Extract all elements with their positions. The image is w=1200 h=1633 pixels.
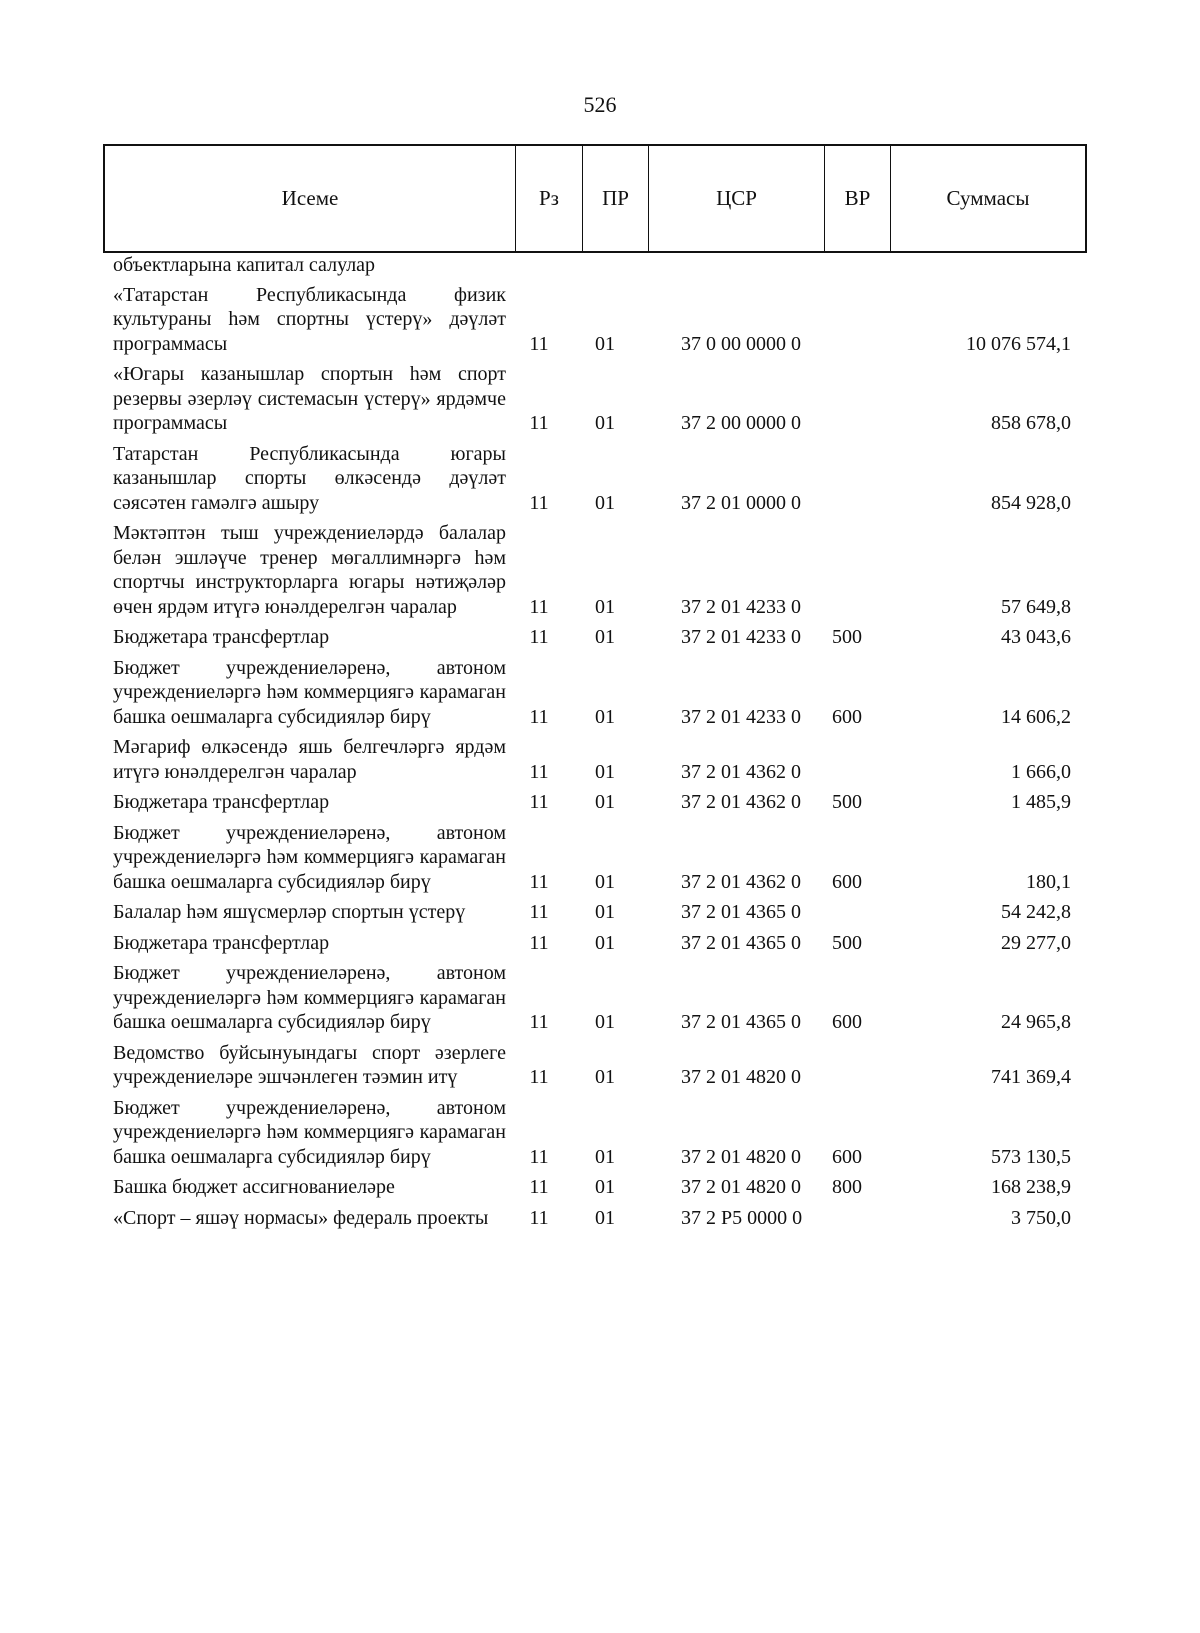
- table-header: [103, 144, 1087, 253]
- row-name: Ведомство буйсынуындагы спорт әзерлеге учреждениеләре эшчәнлеген тәэмин итү: [113, 1041, 506, 1088]
- table-row: [113, 1096, 1083, 1170]
- row-name: Бюджет учреждениеләренә, автоном учреждениеләргә һәм коммерциягә карамаган башка оешмаларга субсидияләр бирү: [113, 656, 506, 728]
- row-csr: 37 2 01 4362 0: [681, 870, 801, 893]
- column-header-name: Исеме: [105, 146, 516, 251]
- row-csr: 37 2 01 4365 0: [681, 931, 801, 954]
- row-rz: 11: [529, 332, 549, 355]
- table-row: [113, 931, 1083, 956]
- row-vr: 600: [832, 870, 862, 893]
- row-name: Бюджетара трансфертлар: [113, 626, 330, 648]
- row-rz: 11: [529, 626, 549, 648]
- row-sum: 24 965,8: [1001, 1011, 1071, 1033]
- column-header-pr: ПР: [583, 146, 649, 251]
- row-name: Бюджет учреждениеләренә, автоном учреждениеләргә һәм коммерциягә карамаган башка оешмаларга субсидияләр бирү: [113, 962, 506, 1033]
- row-name: «Спорт – яшәү нормасы» федераль проекты: [113, 1206, 489, 1229]
- row-name: Мәктәптән тыш учреждениеләрдә балалар белән эшләүче тренер мөгаллимнәргә һәм спортчы инструкторларга югары нәтиҗәләр өчен ярдәм итүгә юнәлдерелгән чаралар: [113, 522, 506, 618]
- row-name: Татарстан Республикасында югары казанышлар спорты өлкәсендә дәүләт сәясәтен гамәлгә ашыру: [113, 442, 506, 514]
- table-row: [113, 521, 1083, 619]
- column-header-csr: ЦСР: [649, 146, 825, 251]
- row-pr: 01: [595, 332, 615, 355]
- row-pr: 01: [595, 1011, 615, 1033]
- row-pr: 01: [595, 760, 615, 783]
- row-rz: 11: [529, 791, 549, 813]
- row-name: объектларына капитал салулар: [113, 254, 376, 276]
- row-vr: 600: [832, 1145, 862, 1168]
- column-header-vr: ВР: [825, 146, 891, 251]
- row-sum: 10 076 574,1: [966, 332, 1071, 355]
- row-vr: 600: [832, 705, 862, 728]
- row-rz: 11: [529, 491, 549, 514]
- table-row: [113, 253, 1083, 278]
- row-csr: 37 2 01 4233 0: [681, 626, 801, 648]
- row-csr: 37 2 01 4362 0: [681, 791, 801, 813]
- row-sum: 3 750,0: [1011, 1206, 1071, 1229]
- row-rz: 11: [529, 1011, 549, 1033]
- table-row: [113, 790, 1083, 815]
- row-csr: 37 2 00 0000 0: [681, 412, 801, 434]
- row-pr: 01: [595, 931, 615, 954]
- row-sum: 741 369,4: [991, 1066, 1071, 1088]
- row-pr: 01: [595, 791, 615, 813]
- row-sum: 57 649,8: [1001, 595, 1071, 618]
- row-csr: 37 2 Р5 0000 0: [681, 1206, 803, 1229]
- row-sum: 573 130,5: [991, 1145, 1071, 1168]
- row-pr: 01: [595, 626, 615, 648]
- table-body: [113, 253, 1083, 1236]
- row-name: «Татарстан Республикасында физик культураны һәм спортны үстерү» дәүләт программасы: [113, 283, 506, 355]
- row-rz: 11: [529, 1176, 549, 1198]
- row-sum: 180,1: [1026, 870, 1071, 893]
- row-sum: 1 666,0: [1011, 760, 1071, 783]
- table-row: [113, 821, 1083, 895]
- row-pr: 01: [595, 870, 615, 893]
- row-csr: 37 2 01 4233 0: [681, 705, 801, 728]
- row-name: Мәгариф өлкәсендә яшь белгечләргә ярдәм итүгә юнәлдерелгән чаралар: [113, 736, 506, 783]
- row-name: Бюджетара трансфертлар: [113, 931, 330, 954]
- row-name: «Югары казанышлар спортын һәм спорт резервы әзерләү системасын үстерү» ярдәмче программасы: [113, 363, 506, 434]
- row-csr: 37 2 01 4233 0: [681, 595, 801, 618]
- page-number: 526: [583, 92, 617, 117]
- row-rz: 11: [529, 901, 549, 923]
- row-rz: 11: [529, 412, 549, 434]
- row-csr: 37 2 01 4362 0: [681, 760, 801, 783]
- column-header-sum: Суммасы: [946, 186, 1030, 210]
- row-pr: 01: [595, 705, 615, 728]
- table-row: [113, 1175, 1083, 1200]
- row-csr: 37 2 01 4365 0: [681, 1011, 801, 1033]
- table-row: [113, 625, 1083, 650]
- row-csr: 37 2 01 4820 0: [681, 1145, 801, 1168]
- row-vr: 500: [832, 931, 862, 954]
- row-rz: 11: [529, 760, 549, 783]
- row-sum: 54 242,8: [1001, 901, 1071, 923]
- column-header-rz: Рз: [516, 146, 583, 251]
- table-row: [113, 1041, 1083, 1090]
- row-vr: 500: [832, 626, 862, 648]
- row-sum: 1 485,9: [1011, 791, 1071, 813]
- row-sum: 29 277,0: [1001, 931, 1071, 954]
- table-row: [113, 656, 1083, 730]
- table-row: [113, 283, 1083, 357]
- row-name: Бюджет учреждениеләренә, автоном учреждениеләргә һәм коммерциягә карамаган башка оешмаларга субсидияләр бирү: [113, 821, 506, 893]
- row-pr: 01: [595, 1145, 615, 1168]
- table-row: [113, 362, 1083, 436]
- row-csr: 37 2 01 4365 0: [681, 901, 801, 923]
- row-name: Бюджетара трансфертлар: [113, 791, 330, 813]
- row-csr: 37 0 00 0000 0: [681, 332, 801, 355]
- row-csr: 37 2 01 4820 0: [681, 1066, 801, 1088]
- row-sum: 43 043,6: [1001, 626, 1071, 648]
- table-row: [113, 961, 1083, 1035]
- row-pr: 01: [595, 1206, 615, 1229]
- row-sum: 14 606,2: [1001, 705, 1071, 728]
- row-pr: 01: [595, 595, 615, 618]
- row-vr: 800: [832, 1176, 862, 1198]
- row-rz: 11: [529, 931, 549, 954]
- row-vr: 600: [832, 1011, 862, 1033]
- table-row: [113, 735, 1083, 784]
- row-rz: 11: [529, 870, 549, 893]
- row-csr: 37 2 01 4820 0: [681, 1176, 801, 1198]
- row-pr: 01: [595, 1066, 615, 1088]
- row-sum: 858 678,0: [991, 412, 1071, 434]
- row-pr: 01: [595, 1176, 615, 1198]
- row-rz: 11: [529, 1206, 549, 1229]
- row-name: Башка бюджет ассигнованиеләре: [113, 1176, 395, 1198]
- row-rz: 11: [529, 705, 549, 728]
- row-pr: 01: [595, 901, 615, 923]
- row-rz: 11: [529, 1145, 549, 1168]
- row-sum: 168 238,9: [991, 1176, 1071, 1198]
- table-row: [113, 1206, 1083, 1231]
- table-row: [113, 442, 1083, 516]
- row-vr: 500: [832, 791, 862, 813]
- table-row: [113, 900, 1083, 925]
- row-rz: 11: [529, 1066, 549, 1088]
- row-pr: 01: [595, 412, 615, 434]
- row-name: Бюджет учреждениеләренә, автоном учреждениеләргә һәм коммерциягә карамаган башка оешмаларга субсидияләр бирү: [113, 1096, 506, 1168]
- row-pr: 01: [595, 491, 615, 514]
- row-csr: 37 2 01 0000 0: [681, 491, 801, 514]
- row-rz: 11: [529, 595, 549, 618]
- row-name: Балалар һәм яшүсмерләр спортын үстерү: [113, 901, 466, 923]
- row-sum: 854 928,0: [991, 491, 1071, 514]
